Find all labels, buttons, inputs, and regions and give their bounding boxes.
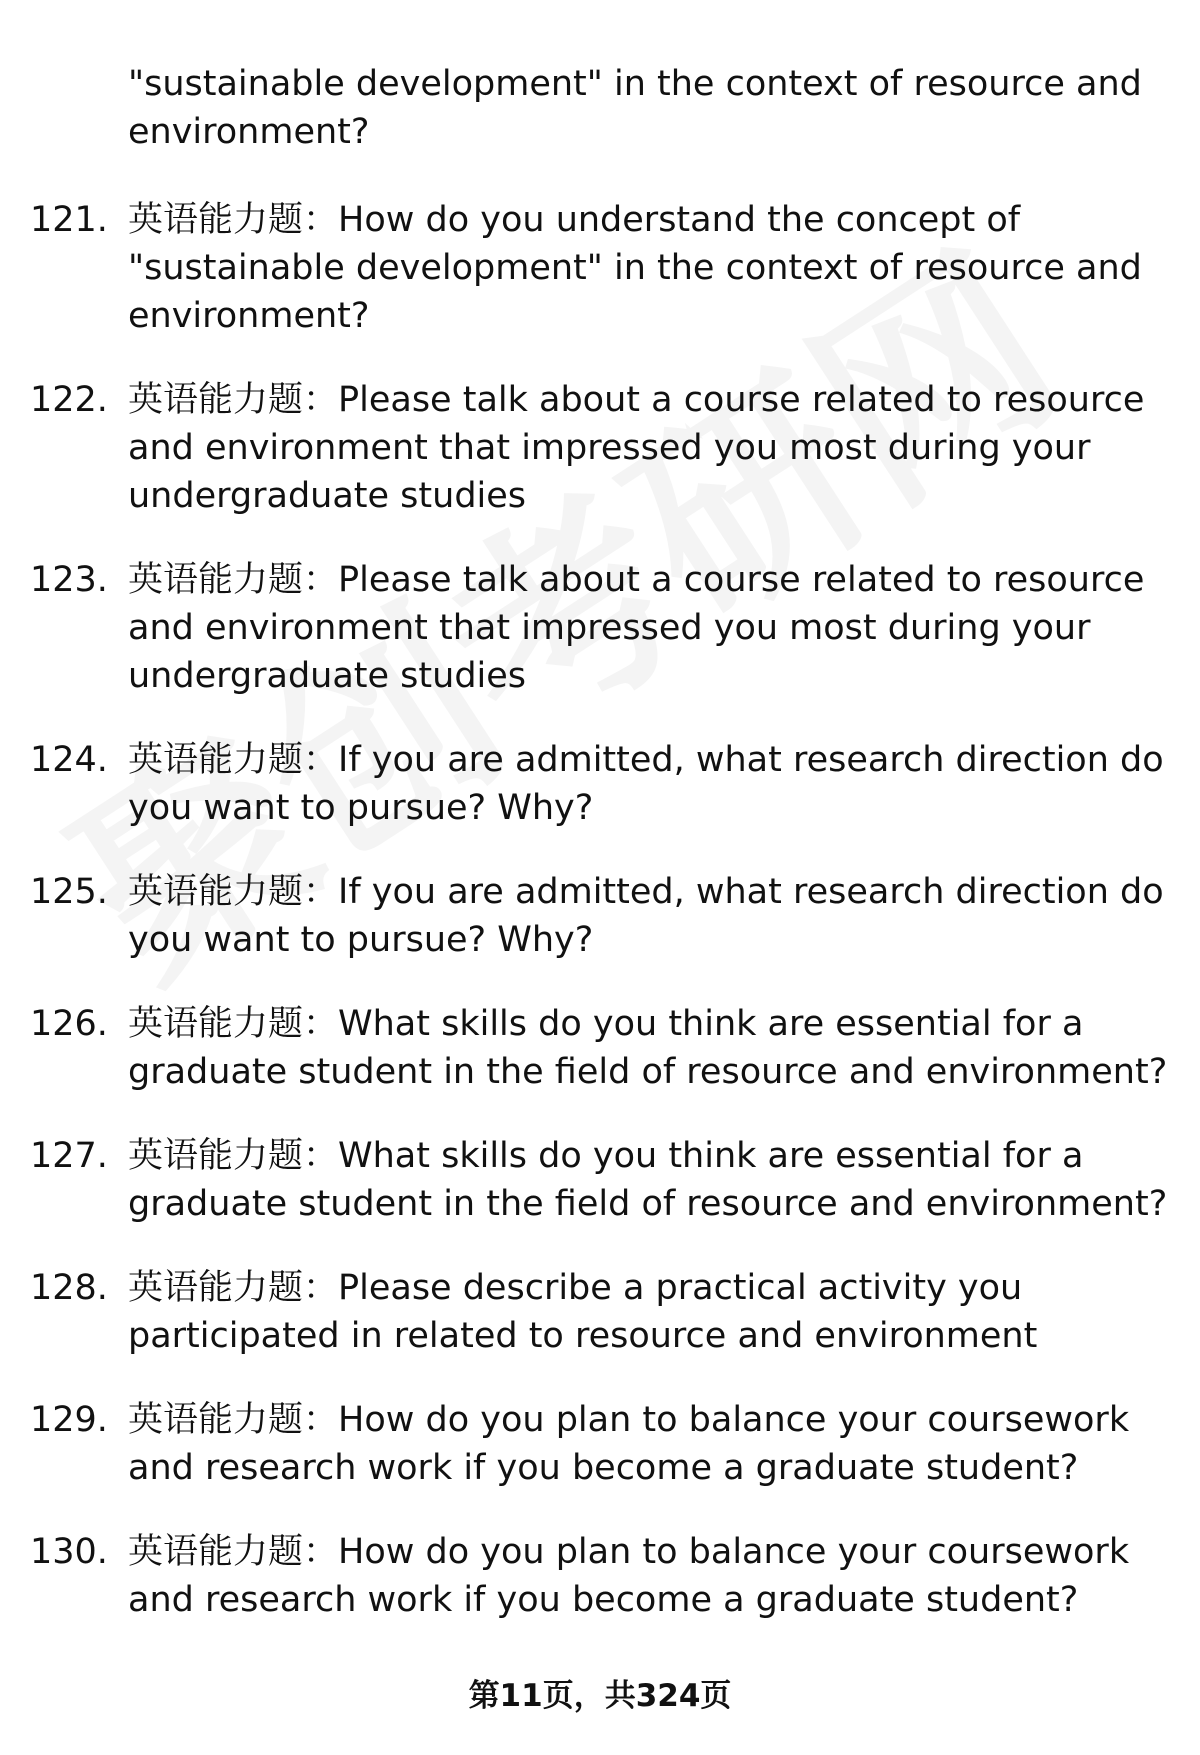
question-number: 123. [30, 560, 108, 600]
question-text [128, 1528, 1168, 1624]
question-prefix: 英语能力题： [128, 1136, 339, 1176]
question-body: Please describe a practical activity you participated in related to resource and environment [128, 1268, 1038, 1356]
question-number: 127. [30, 1136, 108, 1176]
question-body: How do you understand the concept of "sustainable development" in the context of resource and environment? [128, 200, 1142, 336]
question-text [128, 1396, 1168, 1492]
page-footer: 第11页，共324页 [468, 1678, 732, 1714]
question-text [128, 1264, 1168, 1360]
question-text [128, 868, 1168, 964]
question-body: What skills do you think are essential for a graduate student in the field of resource and environment? [128, 1004, 1168, 1092]
question-number: 129. [30, 1400, 108, 1440]
question-text [128, 736, 1168, 832]
question-text [128, 376, 1168, 520]
question-body: Please talk about a course related to resource and environment that impressed you most during your undergraduate studies [128, 380, 1145, 516]
question-prefix: 英语能力题： [128, 740, 339, 780]
question-prefix: 英语能力题： [128, 1004, 339, 1044]
question-text [128, 1132, 1168, 1228]
question-number: 126. [30, 1004, 108, 1044]
question-text [128, 196, 1168, 340]
question-prefix: 英语能力题： [128, 200, 339, 240]
question-body: How do you plan to balance your coursework and research work if you become a graduate student? [128, 1400, 1130, 1488]
continued-question-text: "sustainable development" in the context of resource and environment? [128, 64, 1142, 152]
question-body: If you are admitted, what research direction do you want to pursue? Why? [128, 740, 1164, 828]
question-number: 130. [30, 1532, 108, 1572]
question-number: 124. [30, 740, 108, 780]
question-body: If you are admitted, what research direction do you want to pursue? Why? [128, 872, 1164, 960]
question-body: Please talk about a course related to resource and environment that impressed you most during your undergraduate studies [128, 560, 1145, 696]
question-number: 121. [30, 200, 108, 240]
question-prefix: 英语能力题： [128, 1400, 339, 1440]
question-number: 128. [30, 1268, 108, 1308]
question-body: How do you plan to balance your coursework and research work if you become a graduate student? [128, 1532, 1130, 1620]
question-prefix: 英语能力题： [128, 1268, 339, 1308]
question-prefix: 英语能力题： [128, 380, 339, 420]
question-body: What skills do you think are essential for a graduate student in the field of resource and environment? [128, 1136, 1168, 1224]
question-text [128, 556, 1168, 700]
question-prefix: 英语能力题： [128, 872, 339, 912]
question-number: 125. [30, 872, 108, 912]
question-number: 122. [30, 380, 108, 420]
question-prefix: 英语能力题： [128, 560, 339, 600]
question-text [128, 1000, 1168, 1096]
question-prefix: 英语能力题： [128, 1532, 339, 1572]
